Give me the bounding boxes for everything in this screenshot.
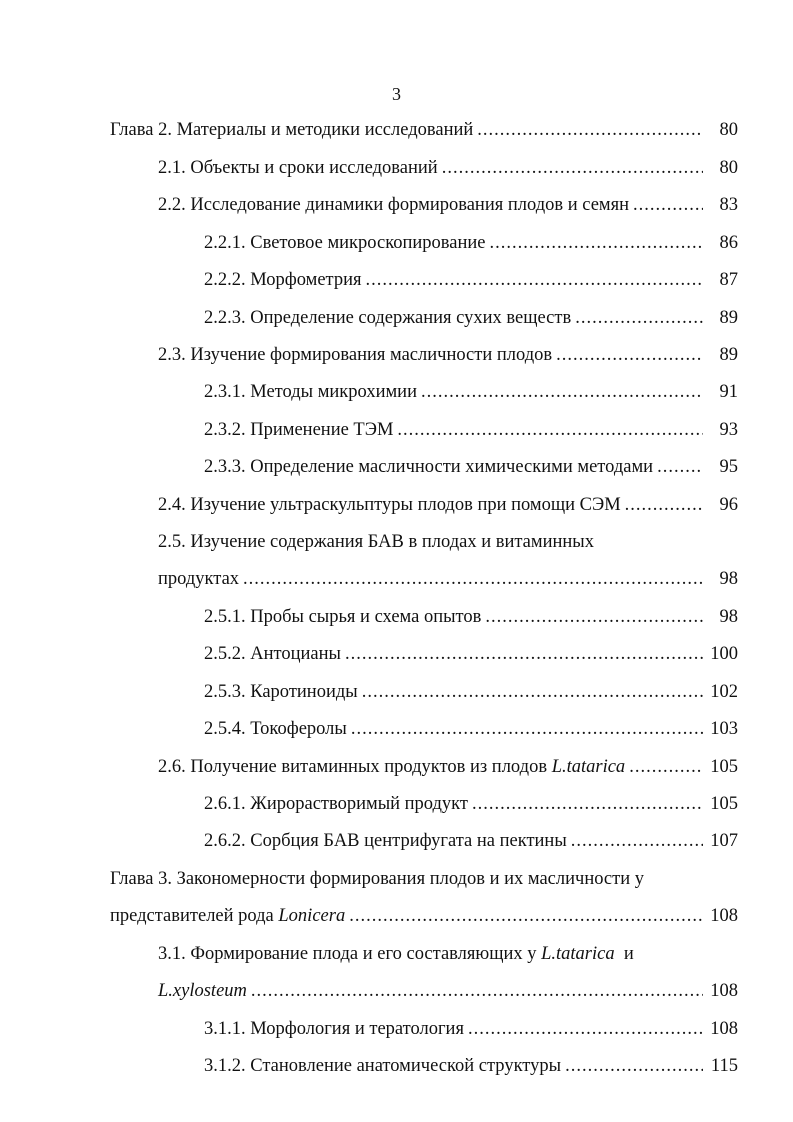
leader-dots [657, 455, 703, 479]
toc-entry [204, 605, 738, 629]
species-name: L.tatarica [551, 757, 626, 777]
toc-entry-page: 86 [719, 233, 738, 253]
toc-entry-page: 80 [719, 120, 738, 140]
toc-entry-page: 100 [710, 644, 738, 664]
toc-entry-title: 2.5. Изучение содержания БАВ в плодах и витаминных [158, 532, 594, 552]
toc-entry-page: 91 [719, 382, 738, 402]
toc-entry [204, 792, 738, 816]
toc-entry-page: 95 [719, 457, 738, 477]
toc-entry-page: 105 [710, 794, 738, 814]
toc-entry [158, 343, 738, 367]
toc-entry-title-continuation [158, 979, 247, 1003]
toc-entry [158, 979, 738, 1003]
toc-entry [110, 118, 738, 142]
leader-dots [345, 642, 703, 666]
leader-dots [362, 680, 703, 704]
leader-dots [575, 306, 703, 330]
leader-dots [243, 567, 703, 591]
toc-entry-title: 2.5.4. Токоферолы [204, 719, 347, 739]
toc-entry-page: 108 [710, 1019, 738, 1039]
toc-entry-page: 80 [719, 158, 738, 178]
toc-entry-title: 3.1.2. Становление анатомической структуры [204, 1056, 562, 1076]
toc-entry-title: 2.3.2. Применение ТЭМ [204, 420, 394, 440]
toc-entry [158, 755, 738, 779]
toc-entry-title: 2.6. Получение витаминных продуктов из плодов L.tatarica [158, 757, 626, 777]
leader-dots [421, 380, 703, 404]
leader-dots [571, 829, 703, 853]
toc-entry [204, 1017, 738, 1041]
toc-entry-title: 2.5.2. Антоцианы [204, 644, 341, 664]
leader-dots [625, 493, 703, 517]
species-name: L.xylosteum [158, 981, 247, 1001]
toc-entry-title: 2.5.3. Каротиноиды [204, 682, 358, 702]
leader-dots [477, 118, 703, 142]
toc-entry-title: 2.2.1. Световое микроскопирование [204, 233, 486, 253]
toc-entry-page: 107 [710, 831, 738, 851]
leader-dots [349, 904, 703, 928]
toc-entry-title: 2.2.2. Морфометрия [204, 270, 362, 290]
leader-dots [472, 792, 703, 816]
toc-entry-title: 2.2. Исследование динамики формирования плодов и семян [158, 195, 630, 215]
genus-name: Lonicera [278, 906, 346, 926]
toc-entry-page: 89 [719, 345, 738, 365]
toc-entry-title: 2.3.3. Определение масличности химическими методами [204, 457, 654, 477]
toc-entry-title: 2.3. Изучение формирования масличности плодов [158, 345, 553, 365]
leader-dots [442, 156, 703, 180]
toc-entry [158, 567, 738, 591]
toc-entry-page: 98 [719, 607, 738, 627]
toc-entry-page: 103 [710, 719, 738, 739]
leader-dots [629, 755, 703, 779]
leader-dots [556, 343, 703, 367]
toc-entry-title: 2.3.1. Методы микрохимии [204, 382, 417, 402]
leader-dots [351, 717, 703, 741]
toc-entry-page: 98 [719, 569, 738, 589]
toc-entry-title: 3.1. Формирование плода и его составляющих у L.tatarica и [158, 944, 634, 964]
leader-dots [485, 605, 703, 629]
toc-entry-page: 102 [710, 682, 738, 702]
toc-entry [204, 1054, 738, 1078]
species-name: L.tatarica [541, 944, 615, 964]
toc-entry-title-continuation: представителей рода Lonicera [110, 906, 346, 926]
leader-dots [565, 1054, 703, 1078]
toc-entry [204, 829, 738, 853]
toc-entry [110, 904, 738, 928]
toc-entry-title: Глава 2. Материалы и методики исследований [110, 120, 474, 140]
toc-entry-page: 96 [719, 495, 738, 515]
toc-entry [158, 193, 738, 217]
page-number: 3 [392, 84, 401, 104]
toc-entry-title: 2.5.1. Пробы сырья и схема опытов [204, 607, 482, 627]
toc-entry-title: Глава 3. Закономерности формирования плодов и их масличности у [110, 869, 644, 889]
toc-entry [158, 156, 738, 180]
toc-entry-page: 89 [719, 308, 738, 328]
toc-entry-page: 87 [719, 270, 738, 290]
toc-entry-title: 2.4. Изучение ультраскульптуры плодов при помощи СЭМ [158, 495, 621, 515]
toc-entry [158, 493, 738, 517]
toc-entry-title: 2.1. Объекты и сроки исследований [158, 158, 438, 178]
toc-entry-page: 93 [719, 420, 738, 440]
toc-entry-page: 108 [710, 906, 738, 926]
leader-dots [633, 193, 703, 217]
toc-entry-title: 2.2.3. Определение содержания сухих веществ [204, 308, 572, 328]
toc-entry [204, 268, 738, 292]
toc-entry-title-continuation: продуктах [158, 569, 240, 589]
toc-entry-title: 2.6.2. Сорбция БАВ центрифугата на пектины [204, 831, 567, 851]
toc-entry [204, 418, 738, 442]
leader-dots [490, 231, 703, 255]
toc-entry [204, 642, 738, 666]
toc-entry-title: 3.1.1. Морфология и тератология [204, 1019, 464, 1039]
toc-entry [204, 380, 738, 404]
toc-entry-page: 105 [710, 757, 738, 777]
toc-entry-page: 115 [710, 1056, 738, 1076]
toc-entry-page: 83 [719, 195, 738, 215]
toc-entry [204, 306, 738, 330]
toc-entry-title: 2.6.1. Жирорастворимый продукт [204, 794, 469, 814]
toc-entry [204, 717, 738, 741]
leader-dots [397, 418, 703, 442]
toc-entry [204, 455, 738, 479]
leader-dots [366, 268, 703, 292]
toc-entry [204, 231, 738, 255]
toc-entry-page: 108 [710, 981, 738, 1001]
leader-dots [468, 1017, 703, 1041]
toc-entry [204, 680, 738, 704]
leader-dots [251, 979, 703, 1003]
